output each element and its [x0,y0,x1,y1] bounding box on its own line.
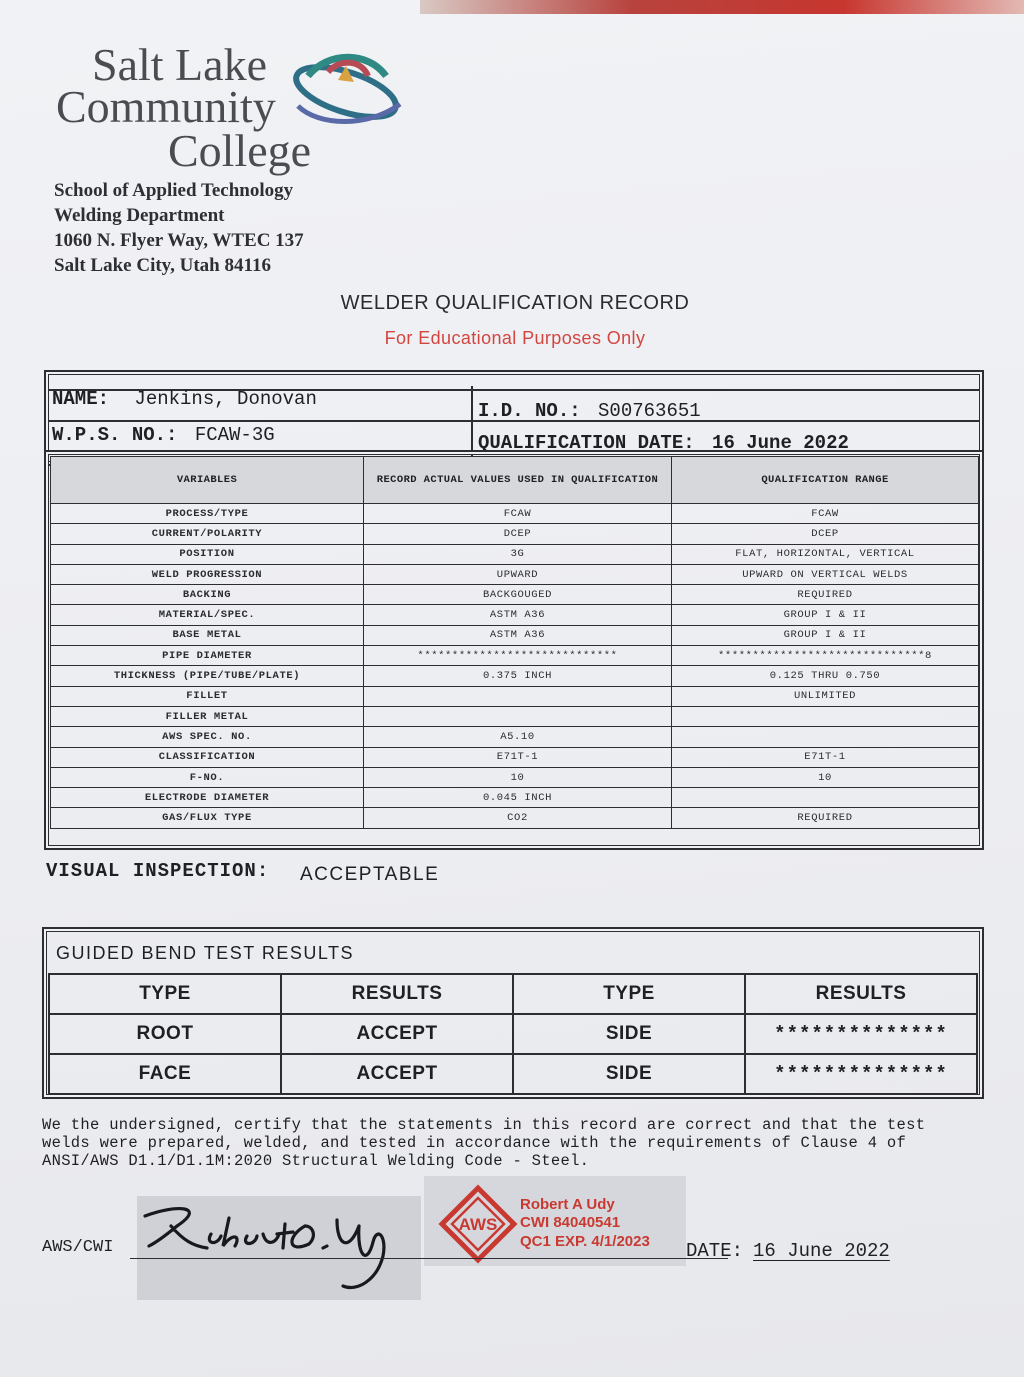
actual-value-cell [364,686,672,706]
actual-value-cell: 0.375 INCH [364,666,672,686]
stamp-name: Robert A Udy [520,1196,615,1213]
table-cell: ************** [745,1054,977,1094]
name-label: NAME: [52,388,110,410]
table-cell: SIDE [513,1054,745,1094]
actual-value-cell: 10 [364,767,672,787]
qualification-date-value: 16 June 2022 [712,432,849,454]
stamp-expiration: QC1 EXP. 4/1/2023 [520,1233,650,1250]
qualification-range-cell: E71T-1 [672,747,979,767]
table-cell: SIDE [513,1014,745,1054]
certification-statement: We the undersigned, certify that the statements in this record are correct and that the test welds were prepared, welded, and tested in accordance with the requirements of Clause 4 of ANSI/AWS D1.1/D1.1M:2020 Structural Welding Code - Steel. [42,1116,926,1170]
table-cell: ACCEPT [281,1014,513,1054]
variable-name-cell: ELECTRODE DIAMETER [51,788,364,808]
table-cell: FACE [49,1054,281,1094]
actual-value-cell: UPWARD [364,564,672,584]
bend-test-box [42,927,984,1099]
actual-value-cell: E71T-1 [364,747,672,767]
column-header: RESULTS [281,974,513,1014]
variable-name-cell: PROCESS/TYPE [51,504,364,524]
actual-value-cell: DCEP [364,524,672,544]
actual-value-cell: ***************************** [364,646,672,666]
qualification-range-cell: FLAT, HORIZONTAL, VERTICAL [672,544,979,564]
table-row [49,1014,977,1054]
bend-test-caption: GUIDED BEND TEST RESULTS [56,943,355,963]
table-row [51,524,979,544]
table-cell: ************** [745,1014,977,1054]
actual-value-cell: ASTM A36 [364,625,672,645]
variable-name-cell: MATERIAL/SPEC. [51,605,364,625]
qualification-range-cell [672,706,979,726]
qualification-range-cell: 0.125 THRU 0.750 [672,666,979,686]
name-field [52,388,317,410]
table-row [51,585,979,605]
actual-value-cell: CO2 [364,808,672,828]
stamp-cwi-number: CWI 84040541 [520,1214,621,1231]
variable-name-cell: PIPE DIAMETER [51,646,364,666]
column-header: QUALIFICATION RANGE [672,457,979,504]
variable-name-cell: THICKNESS (PIPE/TUBE/PLATE) [51,666,364,686]
signature-label: AWS/CWI [42,1238,114,1257]
variable-name-cell: FILLER METAL [51,706,364,726]
qualification-range-cell: UNLIMITED [672,686,979,706]
date-value: 16 June 2022 [753,1240,890,1262]
variables-table [50,456,979,829]
address-line-1: School of Applied Technology [54,180,294,201]
table-row [51,504,979,524]
table-cell: ROOT [49,1014,281,1054]
table-row [51,605,979,625]
variable-name-cell: GAS/FLUX TYPE [51,808,364,828]
table-row [51,788,979,808]
table-cell: ACCEPT [281,1054,513,1094]
qualification-range-cell: GROUP I & II [672,605,979,625]
id-label: I.D. NO.: [478,400,581,422]
variables-table-box [44,450,984,850]
table-row [51,686,979,706]
column-header: RECORD ACTUAL VALUES USED IN QUALIFICATION [364,457,672,504]
divider [473,389,979,391]
bend-test-table [48,973,978,1095]
visual-inspection-label: VISUAL INSPECTION: [46,860,270,882]
address-line-4: Salt Lake City, Utah 84116 [54,255,271,276]
actual-value-cell: FCAW [364,504,672,524]
signature-area [137,1196,421,1300]
qualification-range-cell: REQUIRED [672,585,979,605]
wps-label: W.P.S. NO.: [52,424,178,446]
table-row [51,727,979,747]
variable-name-cell: CLASSIFICATION [51,747,364,767]
qualification-range-cell: GROUP I & II [672,625,979,645]
handwritten-signature [137,1196,421,1300]
actual-value-cell: BACKGOUGED [364,585,672,605]
address-block [54,178,304,278]
aws-diamond-icon [438,1184,518,1264]
variable-name-cell: POSITION [51,544,364,564]
variable-name-cell: AWS SPEC. NO. [51,727,364,747]
variable-name-cell: FILLET [51,686,364,706]
page-subtitle: For Educational Purposes Only [384,328,646,348]
actual-value-cell: ASTM A36 [364,605,672,625]
column-header: RESULTS [745,974,977,1014]
table-row [51,808,979,828]
logo-line-1: Salt Lake [92,39,267,90]
name-value: Jenkins, Donovan [134,388,317,410]
actual-value-cell [364,706,672,726]
background-photo-strip [420,0,1024,14]
qualification-range-cell: REQUIRED [672,808,979,828]
variable-name-cell: WELD PROGRESSION [51,564,364,584]
visual-inspection [46,860,440,885]
logo-line-3: College [168,125,312,176]
qualification-range-cell: FCAW [672,504,979,524]
variable-name-cell: BASE METAL [51,625,364,645]
actual-value-cell: A5.10 [364,727,672,747]
actual-value-cell: 3G [364,544,672,564]
signature-underline [130,1258,728,1259]
id-field [478,400,701,422]
date-label: DATE: [686,1240,744,1262]
qualification-range-cell: ******************************8 [672,646,979,666]
qualification-range-cell [672,727,979,747]
table-row [51,767,979,787]
qualification-range-cell: UPWARD ON VERTICAL WELDS [672,564,979,584]
table-row [49,1054,977,1094]
id-value: S00763651 [598,400,701,422]
qualification-range-cell: DCEP [672,524,979,544]
column-header: VARIABLES [51,457,364,504]
address-line-2: Welding Department [54,205,225,226]
column-header: TYPE [513,974,745,1014]
aws-logo-text: AWS [458,1215,498,1234]
table-row [51,544,979,564]
table-row [51,706,979,726]
visual-inspection-value: ACCEPTABLE [300,864,440,885]
variable-name-cell: CURRENT/POLARITY [51,524,364,544]
qualification-range-cell [672,788,979,808]
table-row [51,666,979,686]
address-line-3: 1060 N. Flyer Way, WTEC 137 [54,230,304,251]
actual-value-cell: 0.045 INCH [364,788,672,808]
date-field [686,1240,890,1262]
variable-name-cell: F-NO. [51,767,364,787]
college-logo-icon [288,46,408,136]
wps-value: FCAW-3G [194,424,275,446]
table-row [51,564,979,584]
table-row [51,747,979,767]
page-title: WELDER QUALIFICATION RECORD [340,292,690,314]
table-row [51,625,979,645]
logo-line-2: Community [56,81,276,132]
table-row [51,646,979,666]
column-header: TYPE [49,974,281,1014]
qualification-range-cell: 10 [672,767,979,787]
qualification-date-label: QUALIFICATION DATE: [478,432,695,454]
wps-field [52,424,275,446]
variable-name-cell: BACKING [51,585,364,605]
cwi-stamp [424,1176,686,1266]
